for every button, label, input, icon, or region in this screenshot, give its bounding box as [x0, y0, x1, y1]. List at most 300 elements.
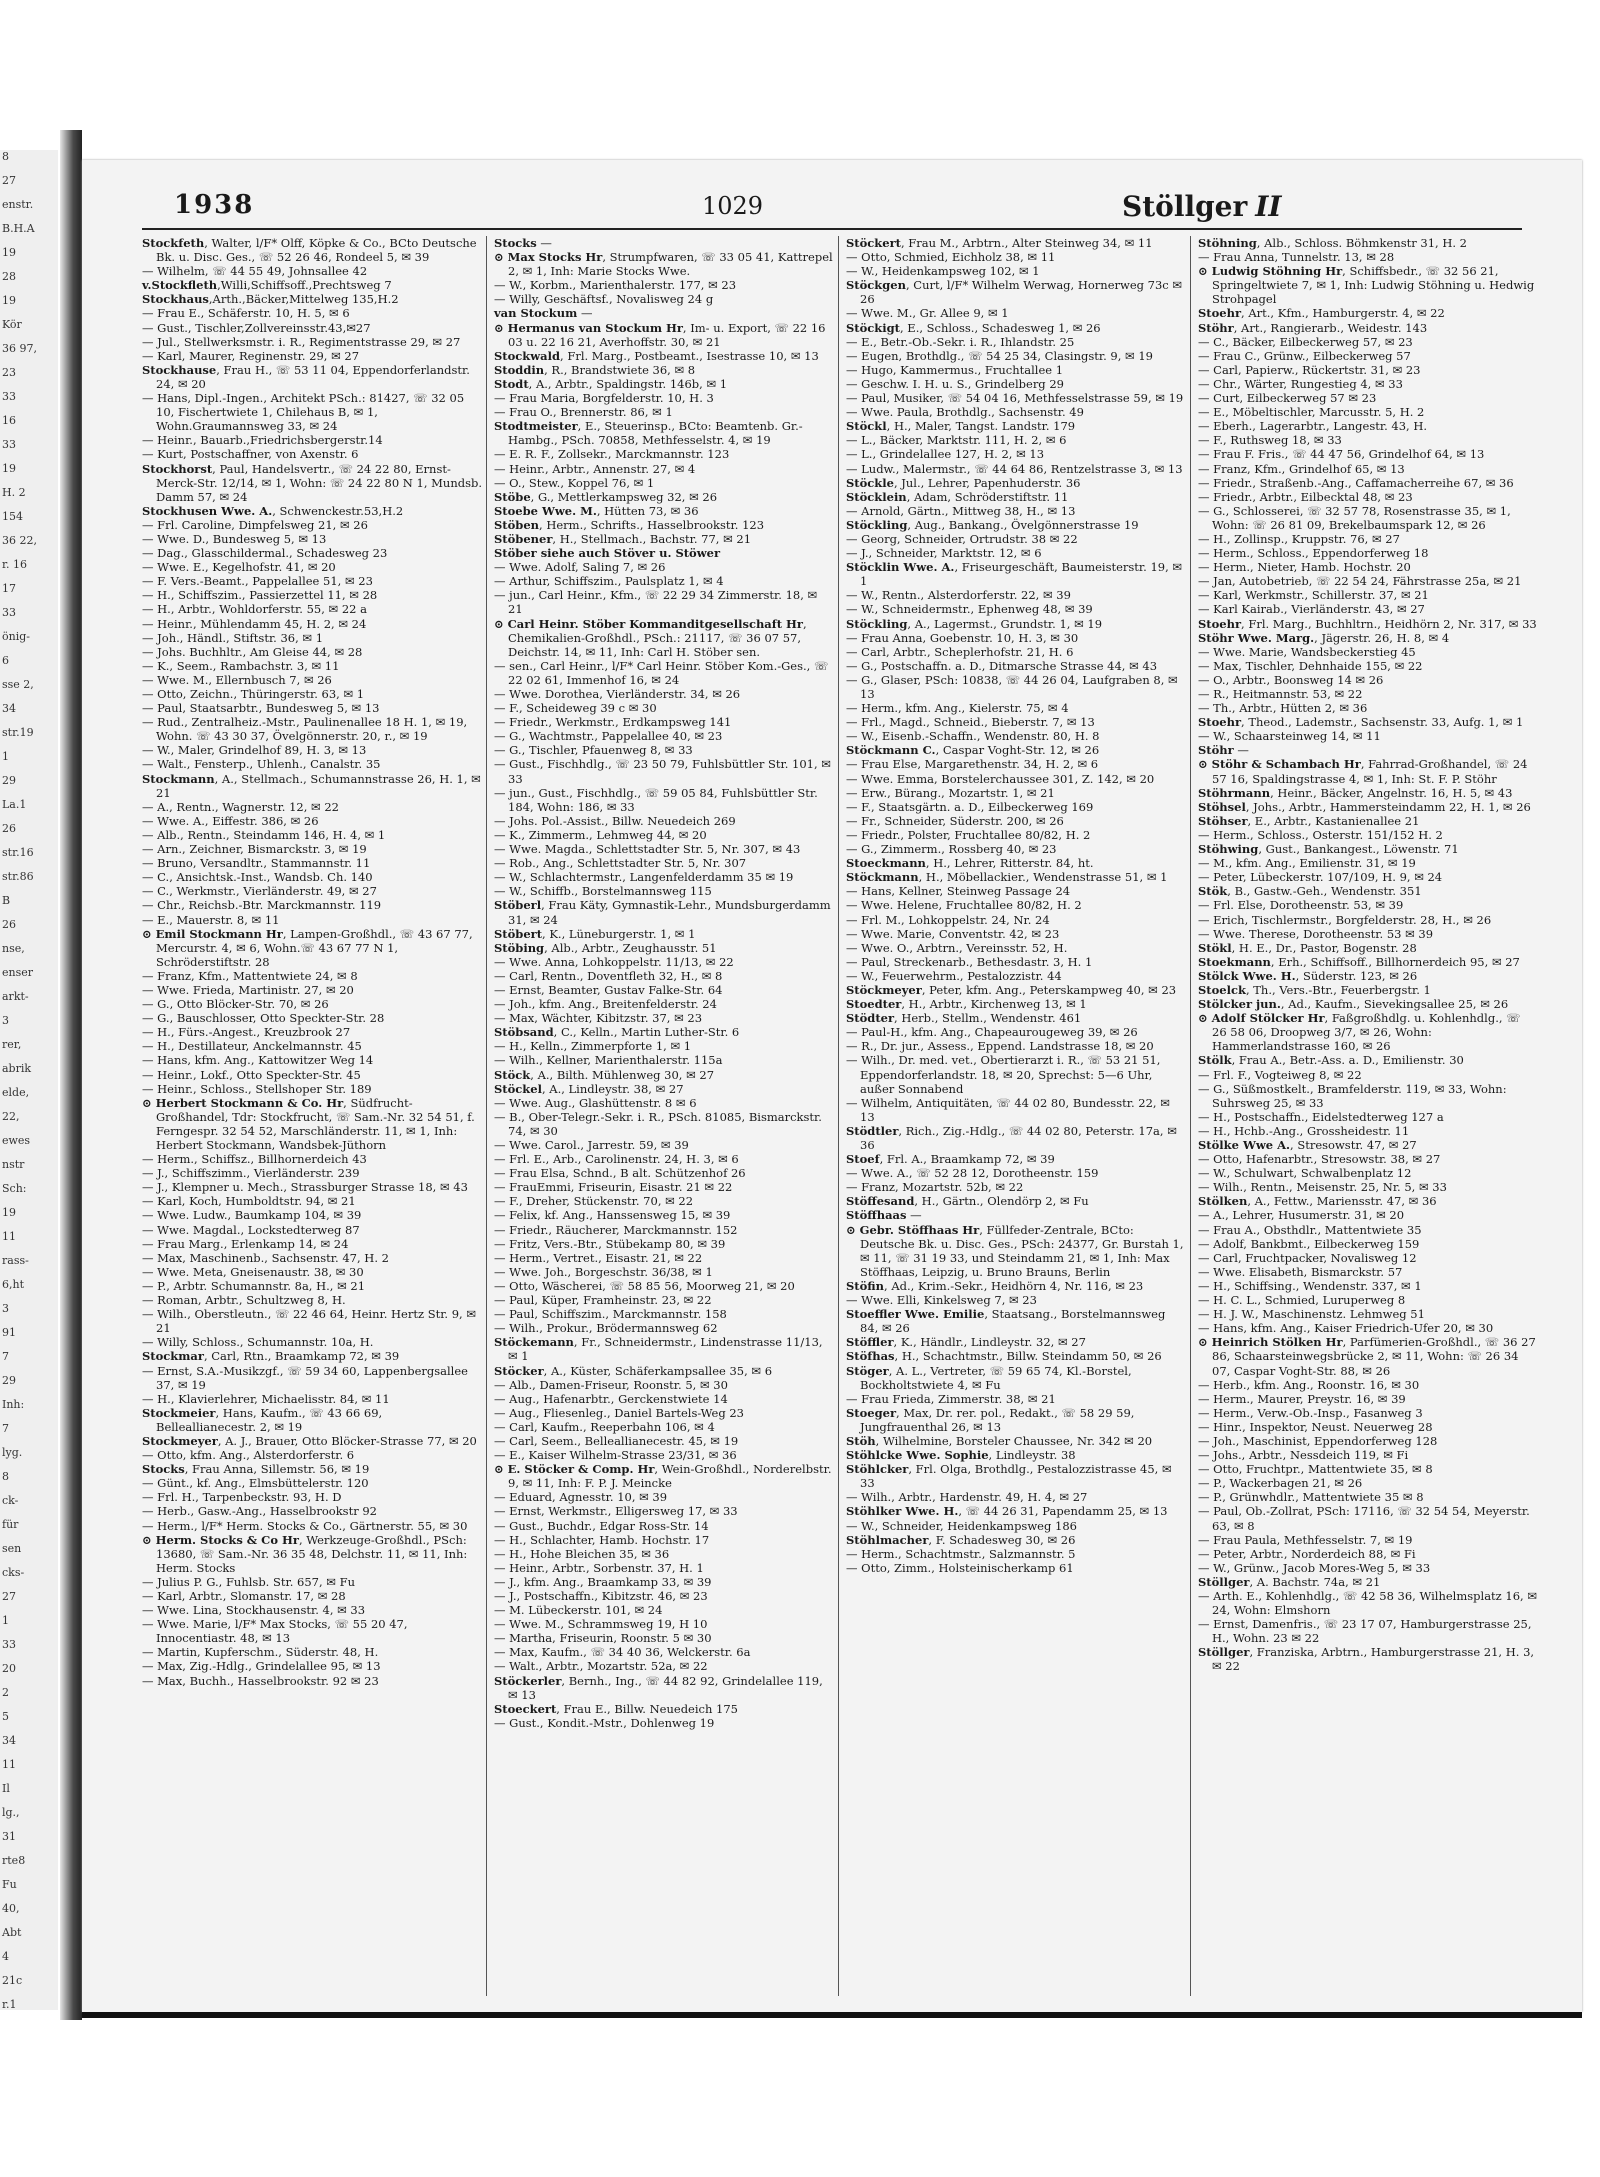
- directory-entry: — Wwe. Dorothea, Vierländerstr. 34, ✉ 26: [494, 687, 741, 701]
- directory-entry: — Herb., kfm. Ang., Roonstr. 16, ✉ 30: [1198, 1377, 1420, 1392]
- spine-fragment: 4: [2, 1950, 9, 1963]
- directory-entry: ⊙ Gebr. Stöffhaas Hr, Füllfeder-Zentrale, BCto: Deutsche Bk. u. Disc. Ges., PSch: 24377, Gr. Burstah 1, ✉ 11, ☏ 31 19 33, und Steindamm 21, ✉ 1, Inh: Max Stöffhaas, Leipzig, u. Bruno Brauns, Berlin: [846, 1222, 1184, 1279]
- directory-entry: — W., Heidenkampsweg 102, ✉ 1: [846, 264, 1040, 279]
- directory-entry: — Hans, kfm. Ang., Kaiser Friedrich-Ufer 20, ✉ 30: [1198, 1321, 1494, 1336]
- directory-entry: — F., Ruthsweg 18, ✉ 33: [1198, 433, 1342, 448]
- directory-entry: Stöffesand, H., Gärtn., Olendörp 2, ✉ Fu: [846, 1194, 1089, 1209]
- directory-entry: — Paul, Schiffszim., Marckmannstr. 158: [494, 1307, 727, 1322]
- spine-fragment: lg.,: [2, 1806, 20, 1819]
- spine-fragment: 19: [2, 1206, 16, 1219]
- directory-entry: Stockhorst, Paul, Handelsvertr., ☏ 24 22 80, Ernst-Merck-Str. 12/14, ✉ 1, Wohn: ☏ 24 22 80 N 1, Mundsb. Damm 57, ✉ 24: [142, 461, 483, 504]
- directory-entry: — Günt., kf. Ang., Elmsbüttelerstr. 120: [142, 1476, 369, 1491]
- spine-fragment: 27: [2, 174, 16, 187]
- directory-entry: — Herm., Schloss., Osterstr. 151/152 H. 2: [1198, 827, 1443, 842]
- directory-entry: — H., Schiffsing., Wendenstr. 337, ✉ 1: [1198, 1278, 1422, 1293]
- directory-entry: — G., Wachtmstr., Pappelallee 40, ✉ 23: [494, 729, 723, 744]
- directory-entry: — E., Kaiser Wilhelm-Strasse 23/31, ✉ 36: [494, 1448, 737, 1463]
- directory-entry: — H., Postschaffn., Eidelstedterweg 127 a: [1198, 1109, 1444, 1124]
- directory-entry: — Wwe. M., Schrammsweg 19, H 10: [494, 1617, 708, 1632]
- spine-fragment: Abt: [2, 1926, 22, 1939]
- directory-entry: Stöckmann, H., Möbellackier., Wendenstrasse 51, ✉ 1: [846, 870, 1168, 885]
- spine-fragment: 31: [2, 1830, 16, 1843]
- directory-entry: — Max, Zig.-Hdlg., Grindelallee 95, ✉ 13: [142, 1659, 381, 1674]
- directory-entry: — Herm., Schiffsz., Billhornerdeich 43: [142, 1152, 367, 1167]
- directory-entry: — Carl, Arbtr., Scheplerhofstr. 21, H. 6: [846, 644, 1074, 659]
- directory-entry: Stöbert, K., Lüneburgerstr. 1, ✉ 1: [494, 926, 696, 941]
- directory-entry: Stodtmeister, E., Steuerinsp., BCto: Beamtenb. Gr.-Hambg., PSch. 70858, Methfesselstr. 4, ✉ 19: [494, 419, 803, 448]
- directory-entry: Stoekmann, Erh., Schiffsoff., Billhornerdeich 95, ✉ 27: [1198, 954, 1520, 969]
- directory-entry: — Walt., Arbtr., Mozartstr. 52a, ✉ 22: [494, 1659, 708, 1674]
- directory-entry: Stockfeth, Walter, l/F* Olff, Köpke & Co., BCto Deutsche Bk. u. Disc. Ges., ☏ 52 26 46, Rondeel 5, ✉ 39: [142, 236, 477, 265]
- directory-entry: v.Stockfleth,Willi,Schiffsoff.,Prechtsweg 7: [142, 278, 392, 293]
- directory-entry: — R., Heitmannstr. 53, ✉ 22: [1198, 687, 1363, 701]
- directory-entry: — Wwe. E., Kegelhofstr. 41, ✉ 20: [142, 560, 336, 575]
- directory-entry: Stöllger, Franziska, Arbtrn., Hamburgerstrasse 21, H. 3, ✉ 22: [1198, 1645, 1535, 1674]
- directory-entry: Stöck, A., Bilth. Mühlenweg 30, ✉ 27: [494, 1067, 715, 1082]
- directory-entry: — Wwe. Ludw., Baumkamp 104, ✉ 39: [142, 1208, 362, 1223]
- directory-entry: — H., Schiffszim., Passierzettel 11, ✉ 28: [142, 588, 378, 603]
- directory-entry: — Wwe. Frieda, Martinistr. 27, ✉ 20: [142, 982, 354, 997]
- spine-fragment: 33: [2, 606, 16, 619]
- directory-entry: — Aug., Hafenarbtr., Gerckenstwiete 14: [494, 1391, 728, 1406]
- directory-entry: — Peter, Lübeckerstr. 107/109, H. 9, ✉ 24: [1198, 870, 1443, 885]
- directory-entry: — Franz, Mozartstr. 52b, ✉ 22: [846, 1180, 1024, 1195]
- directory-entry: — Heinr., Arbtr., Annenstr. 27, ✉ 4: [494, 461, 696, 476]
- directory-entry: — Fr., Schneider, Süderstr. 200, ✉ 26: [846, 813, 1064, 828]
- directory-entry: — Frl. M., Lohkoppelstr. 24, Nr. 24: [846, 912, 1050, 927]
- directory-entry: Stoeffler Wwe. Emilie, Staatsang., Borstelmannsweg 84, ✉ 26: [846, 1307, 1166, 1336]
- spine-fragment: rer,: [2, 1038, 22, 1051]
- directory-entry: ⊙ Stöhr & Schambach Hr, Fahrrad-Großhandel, ☏ 24 57 16, Spaldingstrasse 4, ✉ 1, Inh: St. F. P. Stöhr: [1198, 757, 1528, 786]
- directory-entry: Stöckling, Aug., Bankang., Övelgönnerstrasse 19: [846, 517, 1139, 532]
- directory-entry: — Jan, Autobetrieb, ☏ 22 54 24, Fährstrasse 25a, ✉ 21: [1198, 574, 1522, 589]
- directory-entry: — Wwe. Emma, Borstelerchaussee 301, Z. 142, ✉ 20: [846, 771, 1155, 786]
- directory-entry: — H., Hohe Bleichen 35, ✉ 36: [494, 1546, 670, 1561]
- directory-entry: — Johs., Arbtr., Nessdeich 119, ✉ Fi: [1198, 1448, 1409, 1463]
- directory-entry: — Friedr., Räucherer, Marckmannstr. 152: [494, 1222, 738, 1237]
- directory-entry: — Carl, Fruchtpacker, Novalisweg 12: [1198, 1250, 1417, 1265]
- directory-entry: — Willy, Schloss., Schumannstr. 10a, H.: [142, 1335, 374, 1350]
- directory-entry: — Friedr., Werkmstr., Erdkampsweg 141: [494, 715, 732, 730]
- section-label: II: [1255, 190, 1282, 223]
- directory-entry: — Karl Kairab., Vierländerstr. 43, ✉ 27: [1198, 602, 1425, 617]
- directory-entry: Stölke Wwe A., Stresowstr. 47, ✉ 27: [1198, 1138, 1417, 1152]
- directory-entry: — Gust., Kondit.-Mstr., Dohlenweg 19: [494, 1715, 715, 1730]
- column-divider: [1190, 236, 1191, 1996]
- directory-entry: — Arnold, Gärtn., Mittweg 38, H., ✉ 13: [846, 503, 1076, 518]
- directory-entry: Stölck Wwe. H., Süderstr. 123, ✉ 26: [1198, 968, 1418, 983]
- spine-fragment: 33: [2, 1638, 16, 1651]
- directory-page: [82, 160, 1582, 2012]
- spine-fragment: 1: [2, 750, 9, 763]
- directory-entry: Stoehr, Art., Kfm., Hamburgerstr. 4, ✉ 22: [1198, 306, 1445, 321]
- directory-entry: — J., Schiffszimm., Vierländerstr. 239: [142, 1166, 360, 1181]
- spine-fragment: abrik: [2, 1062, 32, 1075]
- directory-entry: — Paul, Streckenarb., Bethesdastr. 3, H. 1: [846, 954, 1093, 969]
- spine-fragment: 29: [2, 1374, 16, 1387]
- spine-fragment: 1: [2, 1614, 9, 1627]
- directory-entry: — Wilh., Prokur., Brödermannsweg 62: [494, 1321, 718, 1336]
- directory-entry: — W., Schneider, Heidenkampsweg 186: [846, 1518, 1077, 1533]
- directory-entry: Stök, B., Gastw.-Geh., Wendenstr. 351: [1198, 884, 1422, 899]
- directory-entry: Stöhser, E., Arbtr., Kastanienallee 21: [1198, 813, 1420, 828]
- directory-entry: — Bruno, Versandltr., Stammannstr. 11: [142, 856, 371, 871]
- spine-fragment: 8: [2, 1470, 9, 1483]
- directory-entry: — A., Rentn., Wagnerstr. 12, ✉ 22: [142, 799, 339, 814]
- directory-entry: Stockhusen Wwe. A., Schwenckestr.53,H.2: [142, 503, 404, 518]
- spine-fragment: 26: [2, 822, 16, 835]
- directory-entry: — Heinr., Schloss., Stellshoper Str. 189: [142, 1081, 372, 1096]
- directory-entry: — Herm., l/F* Herm. Stocks & Co., Gärtnerstr. 55, ✉ 30: [142, 1518, 468, 1533]
- spine-fragment: ewes: [2, 1134, 31, 1147]
- directory-entry: — Max, Tischler, Dehnhaide 155, ✉ 22: [1198, 658, 1423, 673]
- spine-fragment: sen: [2, 1542, 22, 1555]
- directory-entry: — Wwe. Marie, Conventstr. 42, ✉ 23: [846, 926, 1060, 941]
- directory-entry: — Frau Anna, Goebenstr. 10, H. 3, ✉ 30: [846, 630, 1079, 645]
- directory-entry: — Otto, kfm. Ang., Alsterdorferstr. 6: [142, 1448, 355, 1463]
- previous-page-fragment: [0, 150, 58, 2010]
- directory-entry: — Eugen, Brothdlg., ☏ 54 25 34, Clasingstr. 9, ✉ 19: [846, 348, 1153, 363]
- directory-entry: — E., Möbeltischler, Marcusstr. 5, H. 2: [1198, 405, 1425, 420]
- directory-entry: — Aug., Fliesenleg., Daniel Bartels-Weg 23: [494, 1405, 744, 1420]
- directory-column-2: [494, 236, 834, 1730]
- spine-fragment: 33: [2, 390, 16, 403]
- spine-fragment: 91: [2, 1326, 16, 1339]
- directory-entry: — H., Klavierlehrer, Michaelisstr. 84, ✉ 11: [142, 1391, 390, 1406]
- directory-entry: — Wwe. A., Eiffestr. 386, ✉ 26: [142, 813, 319, 828]
- spine-fragment: 16: [2, 414, 16, 427]
- directory-entry: Stökl, H. E., Dr., Pastor, Bogenstr. 28: [1198, 940, 1417, 955]
- directory-entry: Stöben, Herm., Schrifts., Hasselbrookstr. 123: [494, 517, 765, 532]
- directory-entry: Stöbsand, C., Kelln., Martin Luther-Str. 6: [494, 1025, 740, 1040]
- directory-entry: — Frl. E., Arb., Carolinenstr. 24, H. 3, ✉ 6: [494, 1152, 739, 1167]
- directory-entry: — Hans, Dipl.-Ingen., Architekt PSch.: 81427, ☏ 32 05 10, Fischertwiete 1, Chilehaus B, ✉ 1, Wohn.Graumannsweg 33, ✉ 24: [142, 391, 465, 434]
- directory-entry: — jun., Gust., Fischhdlg., ☏ 59 05 84, Fuhlsbüttler Str. 184, Wohn: 186, ✉ 33: [494, 785, 818, 814]
- directory-entry: — Ernst, S.A.-Musikzgf., ☏ 59 34 60, Lappenbergsallee 37, ✉ 19: [142, 1363, 468, 1392]
- directory-entry: — Carl, Kaufm., Reeperbahn 106, ✉ 4: [494, 1419, 715, 1434]
- directory-entry: ⊙ Hermanus van Stockum Hr, Im- u. Export, ☏ 22 16 03 u. 22 16 21, Averhoffstr. 30, ✉ 21: [494, 320, 826, 349]
- spine-fragment: Sch:: [2, 1182, 27, 1195]
- directory-entry: Stöhlmacher, F. Schadesweg 30, ✉ 26: [846, 1532, 1076, 1547]
- directory-entry: — L., Grindelallee 127, H. 2, ✉ 13: [846, 447, 1045, 462]
- directory-entry: Stölken, A., Fettw., Mariensstr. 47, ✉ 36: [1198, 1194, 1437, 1209]
- directory-entry: Stöhr Wwe. Marg., Jägerstr. 26, H. 8, ✉ 4: [1198, 630, 1450, 645]
- directory-entry: Stockhaus,Arth.,Bäcker,Mittelweg 135,H.2: [142, 292, 399, 307]
- directory-entry: — J., Klempner u. Mech., Strassburger Strasse 18, ✉ 43: [142, 1180, 468, 1195]
- directory-entry: ⊙ Carl Heinr. Stöber Kommanditgesellschaft Hr, Chemikalien-Großhdl., PSch.: 21117, ☏ 36 07 57, Deichstr. 14, ✉ 11, Inh: Carl H. Stöber sen.: [494, 616, 807, 659]
- directory-entry: — M., kfm. Ang., Emilienstr. 31, ✉ 19: [1198, 856, 1416, 871]
- directory-entry: — Alb., Damen-Friseur, Roonstr. 5, ✉ 30: [494, 1377, 728, 1392]
- directory-entry: — Karl, Werkmstr., Schillerstr. 37, ✉ 21: [1198, 588, 1429, 603]
- directory-entry: — W., Rentn., Alsterdorferstr. 22, ✉ 39: [846, 588, 1071, 603]
- directory-entry: — W., Grünw., Jacob Mores-Weg 5, ✉ 33: [1198, 1560, 1431, 1575]
- spine-fragment: 40,: [2, 1902, 20, 1915]
- directory-entry: Stöckling, A., Lagermst., Grundstr. 1, ✉ 19: [846, 616, 1103, 631]
- book-gutter: [60, 130, 82, 2020]
- spine-fragment: 20: [2, 1662, 16, 1675]
- spine-fragment: 11: [2, 1758, 16, 1771]
- directory-entry: Stölk, Frau A., Betr.-Ass. a. D., Emilienstr. 30: [1198, 1053, 1464, 1068]
- directory-entry: — Th., Arbtr., Hütten 2, ✉ 36: [1198, 701, 1368, 716]
- directory-entry: — Roman, Arbtr., Schultzweg 8, H.: [142, 1293, 346, 1308]
- directory-entry: — Eberh., Lagerarbtr., Langestr. 43, H.: [1198, 419, 1428, 434]
- directory-entry: — Frl. H., Tarpenbeckstr. 93, H. D: [142, 1490, 342, 1505]
- directory-entry: — Max, Maschinenb., Sachsenstr. 47, H. 2: [142, 1250, 389, 1265]
- directory-entry: — Carl, Seem., Belleallianecestr. 45, ✉ 19: [494, 1433, 739, 1448]
- directory-entry: — Frl. Caroline, Dimpfelsweg 21, ✉ 26: [142, 517, 368, 532]
- spine-fragment: 8: [2, 150, 9, 163]
- directory-entry: — Paul-H., kfm. Ang., Chapeaurougeweg 39, ✉ 26: [846, 1025, 1138, 1040]
- directory-entry: — Herm., Schloss., Eppendorferweg 18: [1198, 546, 1429, 561]
- spine-fragment: 36 97,: [2, 342, 37, 355]
- directory-entry: — Herb., Gasw.-Ang., Hasselbrookstr 92: [142, 1504, 377, 1519]
- directory-entry: — Herm., Schachtmstr., Salzmannstr. 5: [846, 1546, 1076, 1561]
- directory-entry: Stöhr, Art., Rangierarb., Weidestr. 143: [1198, 320, 1428, 335]
- directory-entry: — K., Seem., Rambachstr. 3, ✉ 11: [142, 658, 340, 673]
- spine-fragment: 3: [2, 1302, 9, 1315]
- directory-entry: Stockmar, Carl, Rtn., Braamkamp 72, ✉ 39: [142, 1349, 400, 1364]
- directory-entry: — Herm., kfm. Ang., Kielerstr. 75, ✉ 4: [846, 701, 1069, 716]
- directory-entry: Stöckigt, E., Schloss., Schadesweg 1, ✉ 26: [846, 320, 1101, 335]
- directory-entry: Stöberl, Frau Käty, Gymnastik-Lehr., Mundsburgerdamm 31, ✉ 24: [494, 898, 831, 927]
- directory-entry: — Dag., Glasschildermal., Schadesweg 23: [142, 546, 388, 561]
- page-year: 1938: [174, 190, 255, 220]
- spine-fragment: 11: [2, 1230, 16, 1243]
- directory-entry: Stöckl, H., Maler, Tangst. Landstr. 179: [846, 419, 1076, 434]
- directory-entry: Stöger, A. L., Vertreter, ☏ 59 65 74, Kl.-Borstel, Bockholtstwiete 4, ✉ Fu: [846, 1363, 1132, 1392]
- directory-entry: — W., Maler, Grindelhof 89, H. 3, ✉ 13: [142, 743, 367, 758]
- directory-entry: — Franz, Kfm., Mattentwiete 24, ✉ 8: [142, 968, 358, 983]
- directory-entry: Stöckemann, Fr., Schneidermstr., Lindenstrasse 11/13, ✉ 1: [494, 1335, 823, 1364]
- directory-entry: — Wwe. Paula, Brothdlg., Sachsenstr. 49: [846, 405, 1084, 420]
- directory-entry: — Frau E., Schäferstr. 10, H. 5, ✉ 6: [142, 306, 350, 321]
- directory-entry: Stödter, Herb., Stellm., Wendenstr. 461: [846, 1011, 1082, 1026]
- directory-entry: — Wilhelm, ☏ 44 55 49, Johnsallee 42: [142, 264, 368, 279]
- spine-fragment: 36 22,: [2, 534, 37, 547]
- directory-entry: — Alb., Rentn., Steindamm 146, H. 4, ✉ 1: [142, 827, 386, 842]
- spine-fragment: sse 2,: [2, 678, 34, 691]
- directory-entry: — P., Grünwhdlr., Mattentwiete 35 ✉ 8: [1198, 1490, 1424, 1505]
- directory-entry: Stockmeyer, A. J., Brauer, Otto Blöcker-Strasse 77, ✉ 20: [142, 1433, 477, 1448]
- directory-entry: — W., Schiffb., Borstelmannsweg 115: [494, 884, 712, 899]
- directory-entry: — W., Feuerwehrm., Pestalozzistr. 44: [846, 968, 1062, 983]
- directory-entry: Stöckmann C., Caspar Voght-Str. 12, ✉ 26: [846, 743, 1100, 758]
- directory-entry: — Wwe. M., Gr. Allee 9, ✉ 1: [846, 306, 1009, 321]
- spine-fragment: str.19: [2, 726, 34, 739]
- spine-fragment: 29: [2, 774, 16, 787]
- directory-entry: — Felix, kf. Ang., Hanssensweg 15, ✉ 39: [494, 1208, 731, 1223]
- directory-entry: ⊙ Adolf Stölcker Hr, Faßgroßhdlg. u. Kohlenhdlg., ☏ 26 58 06, Droopweg 3/7, ✉ 26, Wohn: Hammerlandstrasse 160, ✉ 26: [1198, 1011, 1521, 1054]
- spine-fragment: enser: [2, 966, 34, 979]
- directory-entry: — G., Otto Blöcker-Str. 70, ✉ 26: [142, 997, 329, 1012]
- directory-entry: — Otto, Hafenarbtr., Stresowstr. 38, ✉ 27: [1198, 1152, 1441, 1167]
- directory-entry: — H., Kelln., Zimmerpforte 1, ✉ 1: [494, 1039, 692, 1054]
- directory-entry: — Frl. F., Vogteiweg 8, ✉ 22: [1198, 1067, 1362, 1082]
- directory-entry: — Heinr., Bauarb.,Friedrichsbergerstr.14: [142, 433, 383, 448]
- spine-fragment: r. 16: [2, 558, 28, 571]
- directory-entry: Stöffhaas —: [846, 1208, 922, 1223]
- directory-entry: — Ernst, Werkmstr., Elligersweg 17, ✉ 33: [494, 1504, 738, 1519]
- directory-entry: — Frau Frieda, Zimmerstr. 38, ✉ 21: [846, 1391, 1056, 1406]
- directory-entry: — Hans, Kellner, Steinweg Passage 24: [846, 884, 1071, 899]
- directory-entry: — J., Postschaffn., Kibitzstr. 46, ✉ 23: [494, 1589, 708, 1603]
- spine-fragment: 2: [2, 1686, 9, 1699]
- directory-entry: — Frau F. Fris., ☏ 44 47 56, Grindelhof 64, ✉ 13: [1198, 447, 1485, 462]
- spine-fragment: B: [2, 894, 11, 907]
- directory-entry: — W., Schaarsteinweg 14, ✉ 11: [1198, 729, 1381, 744]
- spine-fragment: önig-: [2, 630, 30, 643]
- spine-fragment: 17: [2, 582, 16, 595]
- directory-entry: — G., Glaser, PSch: 10838, ☏ 44 26 04, Laufgraben 8, ✉ 13: [846, 672, 1178, 701]
- directory-entry: Stöhrmann, Heinr., Bäcker, Angelnstr. 16, H. 5, ✉ 43: [1198, 785, 1513, 800]
- directory-entry: — O., Arbtr., Boonsweg 14 ✉ 26: [1198, 672, 1384, 687]
- directory-entry: — Paul, Musiker, ☏ 54 04 16, Methfesselstrasse 59, ✉ 19: [846, 391, 1184, 406]
- spine-fragment: 34: [2, 1734, 16, 1747]
- directory-entry: Stockmann, A., Stellmach., Schumannstrasse 26, H. 1, ✉ 21: [142, 771, 481, 800]
- directory-entry: — Geschw. I. H. u. S., Grindelberg 29: [846, 376, 1064, 391]
- directory-entry: — W., Korbm., Marienthalerstr. 177, ✉ 23: [494, 278, 737, 293]
- directory-entry: — Johs. Buchhltr., Am Gleise 44, ✉ 28: [142, 644, 363, 659]
- book-spine: [0, 0, 82, 2177]
- directory-entry: — H., Zollinsp., Kruppstr. 76, ✉ 27: [1198, 531, 1400, 546]
- directory-entry: — P., Arbtr. Schumannstr. 8a, H., ✉ 21: [142, 1278, 366, 1293]
- spine-fragment: 6: [2, 654, 9, 667]
- directory-entry: — Otto, Wäscherei, ☏ 58 85 56, Moorweg 21, ✉ 20: [494, 1278, 795, 1293]
- directory-entry: Stöckgen, Curt, l/F* Wilhelm Werwag, Hornerweg 73c ✉ 26: [846, 278, 1183, 307]
- directory-entry: — Paul, Staatsarbtr., Bundesweg 5, ✉ 13: [142, 701, 380, 716]
- directory-entry: — H., Fürs.-Angest., Kreuzbrook 27: [142, 1025, 351, 1040]
- page-number: 1029: [702, 192, 764, 220]
- directory-entry: — Frau C., Grünw., Eilbeckerweg 57: [1198, 348, 1411, 363]
- directory-entry: — Max, Buchh., Hasselbrookstr. 92 ✉ 23: [142, 1673, 379, 1688]
- directory-entry: ⊙ E. Stöcker & Comp. Hr, Wein-Großhdl., Norderelbstr. 9, ✉ 11, Inh: F. P. J. Meincke: [494, 1462, 832, 1491]
- directory-entry: — Wilh., Kellner, Marienthalerstr. 115a: [494, 1053, 723, 1068]
- directory-entry: — E., Betr.-Ob.-Sekr. i. R., Ihlandstr. 25: [846, 334, 1075, 349]
- directory-entry: — Fritz, Vers.-Btr., Stübekamp 80, ✉ 39: [494, 1236, 726, 1251]
- directory-entry: — Gust., Tischler,Zollvereinsstr.43,✉27: [142, 320, 371, 335]
- directory-entry: Stöcklin Wwe. A., Friseurgeschäft, Baumeisterstr. 19, ✉ 1: [846, 560, 1183, 589]
- directory-entry: — Johs. Pol.-Assist., Billw. Neuedeich 269: [494, 813, 736, 828]
- directory-entry: — Wilh., Oberstleutn., ☏ 22 46 64, Heinr. Hertz Str. 9, ✉ 21: [142, 1307, 476, 1336]
- directory-entry: — Herm., Vertret., Eisastr. 21, ✉ 22: [494, 1250, 703, 1265]
- directory-entry: Stödtler, Rich., Zig.-Hdlg., ☏ 44 02 80, Peterstr. 17a, ✉ 36: [846, 1123, 1177, 1152]
- directory-entry: — G., Tischler, Pfauenweg 8, ✉ 33: [494, 743, 693, 758]
- directory-entry: — Rud., Zentralheiz.-Mstr., Paulinenallee 18 H. 1, ✉ 19, Wohn. ☏ 43 30 37, Övelgönnerstr. 20, r., ✉ 19: [142, 715, 468, 744]
- directory-entry: Stoehr, Theod., Lademstr., Sachsenstr. 33, Aufg. 1, ✉ 1: [1198, 715, 1524, 730]
- spine-fragment: 19: [2, 246, 16, 259]
- directory-entry: — C., Werkmstr., Vierländerstr. 49, ✉ 27: [142, 884, 377, 899]
- spine-fragment: Fu: [2, 1878, 17, 1891]
- directory-entry: — F., Dreher, Stückenstr. 70, ✉ 22: [494, 1194, 694, 1209]
- directory-entry: Stöhr —: [1198, 743, 1249, 758]
- directory-entry: Stoeckert, Frau E., Billw. Neuedeich 175: [494, 1701, 738, 1716]
- directory-entry: — Frau O., Brennerstr. 86, ✉ 1: [494, 405, 673, 420]
- directory-entry: — Wwe. Aug., Glashüttenstr. 8 ✉ 6: [494, 1095, 697, 1110]
- directory-entry: — Martin, Kupferschm., Süderstr. 48, H.: [142, 1645, 379, 1660]
- directory-entry: — Ernst, Beamter, Gustav Falke-Str. 64: [494, 982, 723, 997]
- directory-entry: — H., Destillateur, Anckelmannstr. 45: [142, 1039, 362, 1054]
- directory-entry: — Frau Paula, Methfesselstr. 7, ✉ 19: [1198, 1532, 1413, 1547]
- spine-fragment: 3: [2, 1014, 9, 1027]
- directory-entry: Stöhlker Wwe. H., ☏ 44 26 31, Papendamm 25, ✉ 13: [846, 1504, 1168, 1519]
- directory-entry: — Paul, Küper, Framheinstr. 23, ✉ 22: [494, 1293, 712, 1308]
- spine-fragment: elde,: [2, 1086, 30, 1099]
- directory-entry: — Georg, Schneider, Ortrudstr. 38 ✉ 22: [846, 531, 1078, 546]
- directory-entry: — Friedr., Polster, Fruchtallee 80/82, H. 2: [846, 827, 1091, 842]
- spine-fragment: 23: [2, 366, 16, 379]
- directory-entry: — P., Wackerbagen 21, ✉ 26: [1198, 1476, 1363, 1491]
- spine-fragment: für: [2, 1518, 19, 1531]
- directory-entry: — Karl, Maurer, Reginenstr. 29, ✉ 27: [142, 348, 360, 363]
- directory-entry: — Wwe. A., ☏ 52 28 12, Dorotheenstr. 159: [846, 1166, 1099, 1181]
- directory-entry: — J., Schneider, Marktstr. 12, ✉ 6: [846, 546, 1042, 561]
- spine-fragment: La.1: [2, 798, 27, 811]
- spine-fragment: 5: [2, 1710, 9, 1723]
- directory-entry: — Wwe. Joh., Borgeschstr. 36/38, ✉ 1: [494, 1264, 713, 1279]
- directory-entry: Stocks, Frau Anna, Sillemstr. 56, ✉ 19: [142, 1462, 370, 1477]
- directory-entry: — Friedr., Arbtr., Eilbecktal 48, ✉ 23: [1198, 489, 1413, 504]
- directory-entry: Stöcklein, Adam, Schröderstiftstr. 11: [846, 489, 1069, 504]
- spine-fragment: 7: [2, 1422, 9, 1435]
- spine-fragment: 27: [2, 1590, 16, 1603]
- directory-entry: — Wwe. D., Bundesweg 5, ✉ 13: [142, 531, 327, 546]
- spine-fragment: 21c: [2, 1974, 23, 1987]
- spine-fragment: nstr: [2, 1158, 25, 1171]
- directory-entry: — E. R. F., Zollsekr., Marckmannstr. 123: [494, 447, 730, 462]
- directory-entry: — Chr., Reichsb.-Btr. Marckmannstr. 119: [142, 898, 382, 913]
- directory-entry: Stockhause, Frau H., ☏ 53 11 04, Eppendorferlandstr. 24, ✉ 20: [142, 362, 470, 391]
- directory-entry: Stoddin, R., Brandstwiete 36, ✉ 8: [494, 362, 696, 377]
- directory-entry: Stöckle, Jul., Lehrer, Papenhuderstr. 36: [846, 475, 1081, 490]
- directory-entry: — Martha, Friseurin, Roonstr. 5 ✉ 30: [494, 1631, 712, 1646]
- directory-entry: — L., Bäcker, Marktstr. 111, H. 2, ✉ 6: [846, 433, 1067, 448]
- spine-fragment: 19: [2, 294, 16, 307]
- directory-entry: ⊙ Heinrich Stölken Hr, Parfümerien-Großhdl., ☏ 36 27 86, Schaarsteinwegsbrücke 2, ✉ 11, Wohn: ☏ 26 34 07, Caspar Voght-Str. 88, ✉ 26: [1198, 1335, 1536, 1378]
- directory-entry: — Walt., Fensterp., Uhlenh., Canalstr. 35: [142, 757, 381, 772]
- directory-entry: — Frau Elsa, Schnd., B alt. Schützenhof 26: [494, 1166, 746, 1181]
- spine-fragment: B.H.A: [2, 222, 35, 235]
- spine-fragment: 28: [2, 270, 16, 283]
- directory-entry: — Arth. E., Kohlenhdlg., ☏ 42 58 36, Wilhelmsplatz 16, ✉ 24, Wohn: Elmshorn: [1198, 1589, 1537, 1618]
- directory-entry: — Frau A., Obsthdlr., Mattentwiete 35: [1198, 1222, 1422, 1237]
- directory-entry: — H. C. L., Schmied, Luruperweg 8: [1198, 1293, 1406, 1308]
- directory-entry: — K., Zimmerm., Lehmweg 44, ✉ 20: [494, 827, 707, 842]
- directory-entry: — C., Ansichtsk.-Inst., Wandsb. Ch. 140: [142, 870, 373, 885]
- directory-entry: — Carl, Rentn., Doventfleth 32, H., ✉ 8: [494, 968, 723, 983]
- directory-entry: Stöckel, A., Lindleystr. 38, ✉ 27: [494, 1081, 684, 1096]
- directory-entry: — Willy, Geschäftsf., Novalisweg 24 g: [494, 292, 714, 307]
- directory-entry: — FrauEmmi, Friseurin, Eisastr. 21 ✉ 22: [494, 1180, 733, 1195]
- directory-entry: — Wilhelm, Antiquitäten, ☏ 44 02 80, Bundesstr. 22, ✉ 13: [846, 1095, 1170, 1124]
- spine-fragment: r.1: [2, 1998, 17, 2010]
- directory-entry: Stöbener, H., Stellmach., Bachstr. 77, ✉ 21: [494, 531, 752, 546]
- directory-entry: — G., Zimmerm., Rossberg 40, ✉ 23: [846, 842, 1057, 857]
- directory-entry: — Erw., Bürang., Mozartstr. 1, ✉ 21: [846, 785, 1055, 800]
- directory-entry: ⊙ Herm. Stocks & Co Hr, Werkzeuge-Großhdl., PSch: 13680, ☏ Sam.-Nr. 36 35 48, Delchstr. 11, ✉ 11, Inh: Herm. Stocks: [142, 1532, 468, 1575]
- directory-entry: Stoef, Frl. A., Braamkamp 72, ✉ 39: [846, 1152, 1055, 1167]
- directory-entry: — Ludw., Malermstr., ☏ 44 64 86, Rentzelstrasse 3, ✉ 13: [846, 461, 1183, 476]
- directory-entry: — Adolf, Bankbmt., Eilbeckerweg 159: [1198, 1236, 1420, 1251]
- directory-entry: — Eduard, Agnesstr. 10, ✉ 39: [494, 1490, 668, 1505]
- directory-entry: — G., Süßmostkelt., Bramfelderstr. 119, ✉ 33, Wohn: Suhrsweg 25, ✉ 33: [1198, 1081, 1507, 1110]
- directory-entry: Stöber siehe auch Stöver u. Stöwer: [494, 546, 721, 561]
- directory-entry: — Hugo, Kammermus., Fruchtallee 1: [846, 362, 1064, 377]
- directory-entry: — Otto, Schmied, Eichholz 38, ✉ 11: [846, 250, 1056, 265]
- directory-entry: Stoehr, Frl. Marg., Buchhltrn., Heidhörn 2, Nr. 317, ✉ 33: [1198, 616, 1537, 631]
- directory-entry: — Wwe. Therese, Dorotheenstr. 53 ✉ 39: [1198, 926, 1434, 941]
- directory-entry: — M. Lübeckerstr. 101, ✉ 24: [494, 1603, 663, 1618]
- directory-entry: — W., Schlachtermstr., Langenfelderdamm 35 ✉ 19: [494, 870, 794, 885]
